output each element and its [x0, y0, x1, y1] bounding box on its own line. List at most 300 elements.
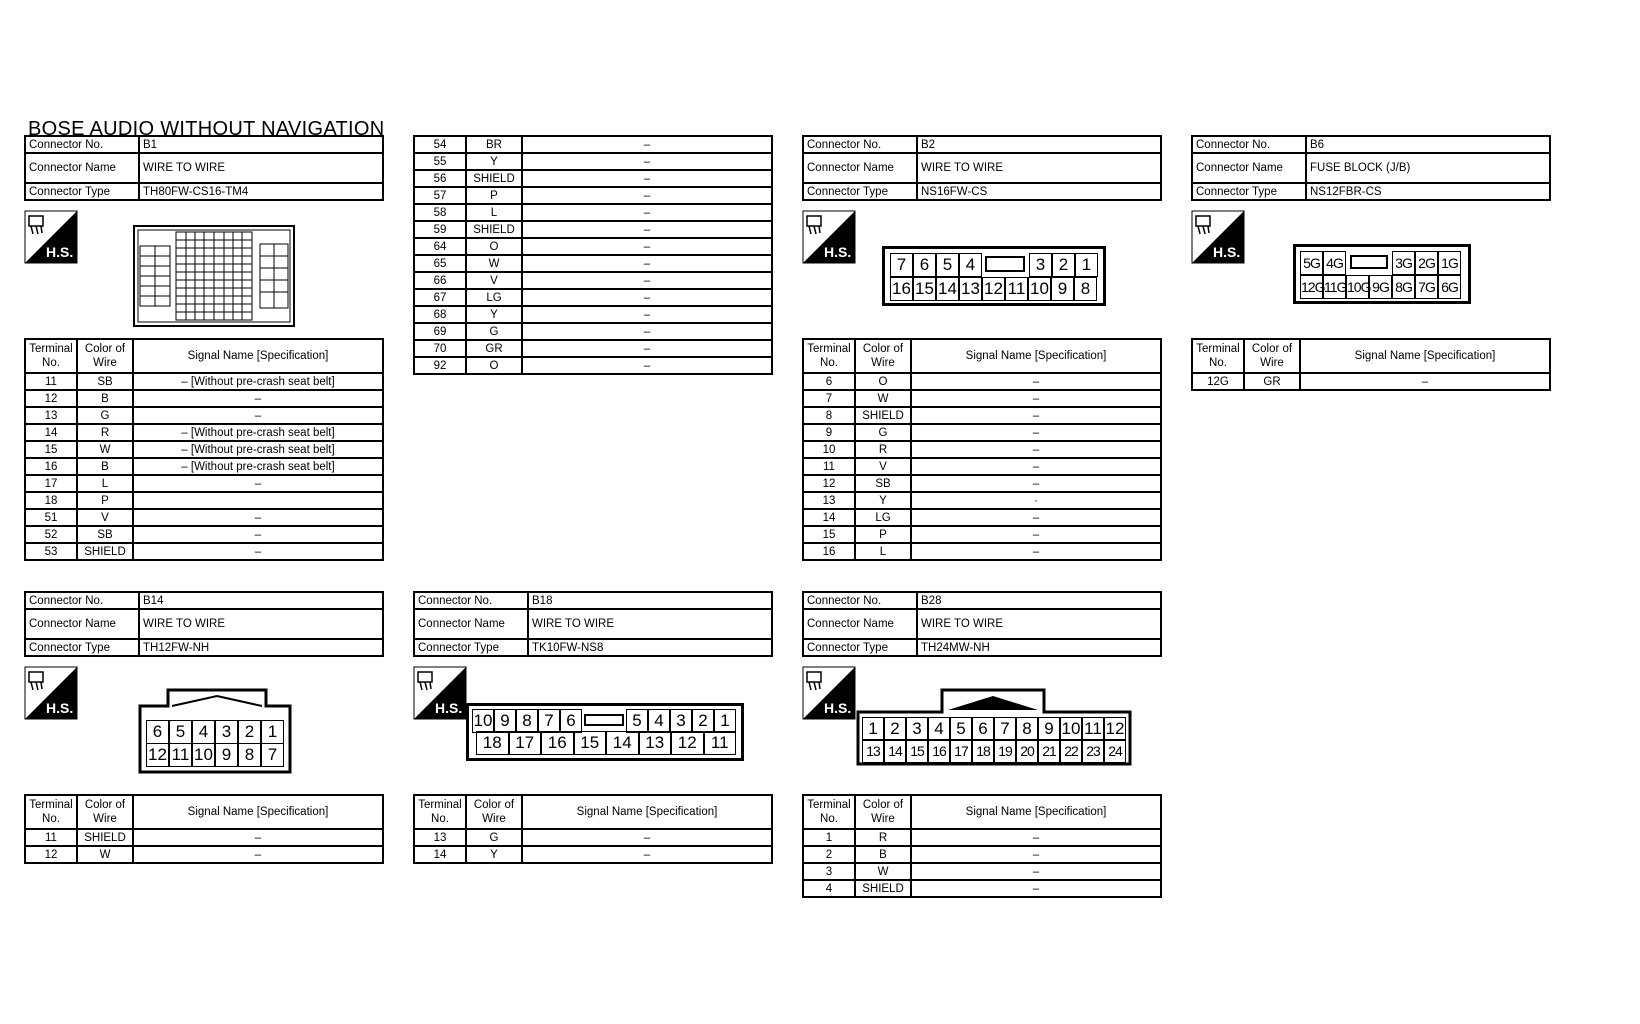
terminal-no-cell: 7: [803, 390, 855, 407]
connector-pin: 7G: [1415, 275, 1438, 299]
signal-name-cell: –: [522, 204, 772, 221]
wire-color-cell: LG: [855, 509, 911, 526]
signal-name-cell: –: [522, 221, 772, 238]
connector-pin: 5: [626, 709, 648, 733]
connector-b28-bottom-pins: [862, 739, 1126, 763]
terminal-table-b1-continued: [413, 135, 773, 375]
connector-no-label: Connector No.: [25, 592, 139, 609]
connector-pin: 14: [884, 739, 906, 763]
connector-pin: 3: [670, 709, 692, 733]
connector-pin: 13: [639, 731, 672, 755]
connector-no-value: B2: [917, 136, 1161, 153]
connector-pin: 5: [169, 720, 192, 744]
wire-color-cell: LG: [466, 289, 522, 306]
svg-text:H.S.: H.S.: [46, 700, 74, 716]
signal-name-cell: –: [911, 458, 1161, 475]
connector-pin: 10: [1060, 717, 1082, 741]
svg-text:H.S.: H.S.: [824, 700, 852, 716]
hs-icon: [802, 210, 856, 264]
table-row: [25, 458, 383, 475]
terminal-no-cell: 70: [414, 340, 466, 357]
table-row: [803, 829, 1161, 846]
page-title: BOSE AUDIO WITHOUT NAVIGATION: [28, 118, 385, 140]
svg-text:H.S.: H.S.: [435, 700, 463, 716]
connector-pin: 12G: [1300, 275, 1323, 299]
table-row: [414, 846, 772, 863]
connector-pin: 16: [928, 739, 950, 763]
signal-name-cell: –: [133, 475, 383, 492]
connector-pin: 18: [476, 731, 509, 755]
table-row: [25, 846, 383, 863]
connector-pin: 11: [1005, 277, 1028, 301]
connector-type-value: NS16FW-CS: [917, 183, 1161, 200]
signal-name-cell: –: [522, 340, 772, 357]
svg-text:H.S.: H.S.: [824, 244, 852, 260]
wire-color-cell: G: [855, 424, 911, 441]
signal-name-cell: –: [133, 407, 383, 424]
connector-no-value: B18: [528, 592, 772, 609]
signal-name-cell: [133, 492, 383, 509]
terminal-no-cell: 59: [414, 221, 466, 238]
connector-pin: 14: [936, 277, 959, 301]
connector-pin: 6: [146, 720, 169, 744]
connector-b28-top-pins: [862, 717, 1126, 741]
table-row: [414, 221, 772, 238]
connector-name-label: Connector Name: [803, 609, 917, 639]
table-row: [25, 424, 383, 441]
connector-pin: 2: [1052, 253, 1075, 277]
terminal-no-cell: 4: [803, 880, 855, 897]
connector-pin: 21: [1038, 739, 1060, 763]
terminal-no-cell: 2: [803, 846, 855, 863]
terminal-no-cell: 12: [25, 390, 77, 407]
connector-pin: 18: [972, 739, 994, 763]
signal-name-cell: –: [522, 187, 772, 204]
connector-pin: 15: [574, 731, 607, 755]
terminal-no-header: Terminal No.: [1192, 339, 1244, 373]
signal-name-cell: –: [911, 390, 1161, 407]
connector-pin: 17: [950, 739, 972, 763]
signal-name-header: Signal Name [Specification]: [1300, 339, 1550, 373]
connector-pin: 11: [1082, 717, 1104, 741]
table-row: [25, 509, 383, 526]
connector-b18-top-pins-left: [472, 709, 582, 733]
connector-b6-bottom-pins: [1300, 275, 1461, 299]
terminal-no-cell: 64: [414, 238, 466, 255]
connector-pin: 8: [1074, 277, 1097, 301]
wire-color-cell: V: [77, 509, 133, 526]
table-row: [803, 492, 1161, 509]
signal-name-cell: –: [522, 289, 772, 306]
wire-color-cell: R: [77, 424, 133, 441]
connector-pin: 12: [146, 743, 169, 767]
terminal-no-cell: 12: [803, 475, 855, 492]
wire-color-cell: Y: [466, 306, 522, 323]
connector-no-label: Connector No.: [414, 592, 528, 609]
hs-label: H.S.: [46, 244, 74, 260]
signal-name-header: Signal Name [Specification]: [133, 339, 383, 373]
terminal-no-cell: 56: [414, 170, 466, 187]
terminal-no-header: Terminal No.: [414, 795, 466, 829]
table-row: [414, 170, 772, 187]
connector-b18-bottom-pins: [476, 731, 736, 755]
connector-b18-top-pins-right: [626, 709, 736, 733]
wire-color-cell: Y: [466, 846, 522, 863]
wire-color-cell: P: [466, 187, 522, 204]
connector-info-b14: [24, 591, 384, 657]
connector-pin: 8: [516, 709, 538, 733]
connector-name-value: WIRE TO WIRE: [139, 609, 383, 639]
table-row: [803, 526, 1161, 543]
table-row: [414, 323, 772, 340]
connector-pin: 11G: [1323, 275, 1346, 299]
table-row: [803, 458, 1161, 475]
color-of-wire-header: Color of Wire: [77, 795, 133, 829]
color-of-wire-header: Color of Wire: [855, 795, 911, 829]
connector-pin: 1: [862, 717, 884, 741]
terminal-table-b28: [802, 794, 1162, 898]
signal-name-cell: –: [911, 373, 1161, 390]
wire-color-cell: B: [77, 458, 133, 475]
connector-type-label: Connector Type: [803, 639, 917, 656]
wire-color-cell: SHIELD: [77, 829, 133, 846]
table-row: [803, 863, 1161, 880]
connector-pin: 4G: [1323, 251, 1346, 275]
terminal-no-cell: 3: [803, 863, 855, 880]
signal-name-cell: –: [911, 863, 1161, 880]
connector-pin: 5: [936, 253, 959, 277]
connector-b6-top-pins-right: [1392, 251, 1461, 275]
signal-name-cell: –: [522, 357, 772, 374]
table-row: [803, 373, 1161, 390]
wire-color-cell: L: [855, 543, 911, 560]
wire-color-cell: Y: [855, 492, 911, 509]
hs-icon: [413, 666, 467, 720]
wire-color-cell: R: [855, 829, 911, 846]
hs-icon: [1191, 210, 1245, 264]
connector-pin: 12: [671, 731, 704, 755]
connector-pin: 8: [1016, 717, 1038, 741]
connector-pin: 9G: [1369, 275, 1392, 299]
terminal-no-cell: 55: [414, 153, 466, 170]
connector-no-value: B1: [139, 136, 383, 153]
table-row: [414, 306, 772, 323]
connector-pin: 14: [606, 731, 639, 755]
connector-name-label: Connector Name: [803, 153, 917, 183]
signal-name-cell: –: [522, 170, 772, 187]
signal-name-cell: –: [911, 407, 1161, 424]
connector-info-b28: [802, 591, 1162, 657]
signal-name-cell: –: [911, 846, 1161, 863]
terminal-no-cell: 18: [25, 492, 77, 509]
color-of-wire-header: Color of Wire: [1244, 339, 1300, 373]
wire-color-cell: G: [77, 407, 133, 424]
terminal-no-cell: 12G: [1192, 373, 1244, 390]
connector-pin: 16: [541, 731, 574, 755]
wire-color-cell: O: [466, 238, 522, 255]
wire-color-cell: SHIELD: [855, 407, 911, 424]
connector-b2-top-pins-left: [890, 253, 982, 277]
connector-pin: 9: [494, 709, 516, 733]
table-row: [414, 204, 772, 221]
connector-pin: 24: [1104, 739, 1126, 763]
connector-type-label: Connector Type: [803, 183, 917, 200]
terminal-no-cell: 92: [414, 357, 466, 374]
terminal-table-b1: [24, 338, 384, 561]
table-row: [414, 136, 772, 153]
terminal-no-cell: 9: [803, 424, 855, 441]
terminal-table-b18: [413, 794, 773, 864]
terminal-no-cell: 11: [25, 373, 77, 390]
terminal-no-cell: 68: [414, 306, 466, 323]
signal-name-cell: –: [522, 272, 772, 289]
terminal-table-b14: [24, 794, 384, 864]
connector-b2-bottom-pins: [890, 277, 1097, 301]
table-row: [1192, 373, 1550, 390]
table-row: [803, 407, 1161, 424]
connector-pin: 3: [215, 720, 238, 744]
connector-pin: 1G: [1438, 251, 1461, 275]
wire-color-cell: R: [855, 441, 911, 458]
table-row: [803, 509, 1161, 526]
terminal-no-cell: 13: [25, 407, 77, 424]
terminal-no-cell: 65: [414, 255, 466, 272]
terminal-no-cell: 11: [803, 458, 855, 475]
wire-color-cell: BR: [466, 136, 522, 153]
connector-b14-top-pins: [146, 720, 284, 744]
signal-name-cell: ·: [911, 492, 1161, 509]
wire-color-cell: G: [466, 829, 522, 846]
terminal-rows-b18: [414, 829, 772, 863]
wire-color-cell: GR: [1244, 373, 1300, 390]
terminal-rows-b1: [25, 373, 383, 560]
connector-no-value: B6: [1306, 136, 1550, 153]
table-row: [414, 153, 772, 170]
connector-pin: 7: [890, 253, 913, 277]
connector-no-label: Connector No.: [1192, 136, 1306, 153]
hs-icon: [802, 666, 856, 720]
wire-color-cell: L: [77, 475, 133, 492]
wire-color-cell: B: [855, 846, 911, 863]
connector-pin: 1: [261, 720, 284, 744]
wire-color-cell: W: [466, 255, 522, 272]
terminal-no-header: Terminal No.: [25, 795, 77, 829]
terminal-no-cell: 13: [803, 492, 855, 509]
wire-color-cell: V: [855, 458, 911, 475]
connector-pin: 6: [972, 717, 994, 741]
connector-pin: 11: [169, 743, 192, 767]
terminal-no-cell: 54: [414, 136, 466, 153]
signal-name-cell: –: [911, 424, 1161, 441]
signal-name-cell: –: [133, 829, 383, 846]
table-row: [25, 441, 383, 458]
terminal-no-cell: 6: [803, 373, 855, 390]
terminal-rows-b14: [25, 829, 383, 863]
wire-color-cell: O: [466, 357, 522, 374]
connector-pin: 17: [509, 731, 542, 755]
signal-name-cell: – [Without pre-crash seat belt]: [133, 458, 383, 475]
connector-pin: 13: [862, 739, 884, 763]
terminal-table-b2: [802, 338, 1162, 561]
terminal-no-cell: 11: [25, 829, 77, 846]
terminal-no-cell: 52: [25, 526, 77, 543]
color-of-wire-header: Color of Wire: [466, 795, 522, 829]
connector-type-value: TK10FW-NS8: [528, 639, 772, 656]
table-row: [25, 475, 383, 492]
connector-info-b6: [1191, 135, 1551, 201]
signal-name-header: Signal Name [Specification]: [133, 795, 383, 829]
signal-name-cell: –: [911, 441, 1161, 458]
signal-name-header: Signal Name [Specification]: [522, 795, 772, 829]
connector-pin: 7: [538, 709, 560, 733]
connector-pin: 7: [994, 717, 1016, 741]
connector-pin: 16: [890, 277, 913, 301]
wire-color-cell: O: [855, 373, 911, 390]
terminal-no-cell: 15: [803, 526, 855, 543]
connector-pin: 10: [192, 743, 215, 767]
wire-color-cell: P: [855, 526, 911, 543]
connector-info-b18: [413, 591, 773, 657]
terminal-no-cell: 66: [414, 272, 466, 289]
connector-name-label: Connector Name: [1192, 153, 1306, 183]
table-row: [25, 407, 383, 424]
signal-name-cell: –: [522, 255, 772, 272]
connector-type-label: Connector Type: [1192, 183, 1306, 200]
connector-pin: 7: [261, 743, 284, 767]
terminal-no-cell: 14: [25, 424, 77, 441]
signal-name-cell: –: [522, 846, 772, 863]
terminal-no-header: Terminal No.: [803, 795, 855, 829]
signal-name-header: Signal Name [Specification]: [911, 339, 1161, 373]
connector-pin: 15: [913, 277, 936, 301]
signal-name-cell: –: [522, 238, 772, 255]
terminal-no-cell: 67: [414, 289, 466, 306]
connector-name-label: Connector Name: [414, 609, 528, 639]
connector-no-label: Connector No.: [25, 136, 139, 153]
connector-no-value: B14: [139, 592, 383, 609]
connector-b2-top-pins-right: [1029, 253, 1098, 277]
terminal-rows-b1-continued: [414, 136, 772, 374]
connector-name-value: WIRE TO WIRE: [528, 609, 772, 639]
wire-color-cell: G: [466, 323, 522, 340]
signal-name-cell: –: [911, 475, 1161, 492]
connector-type-value: TH24MW-NH: [917, 639, 1161, 656]
connector-pin: 20: [1016, 739, 1038, 763]
terminal-no-cell: 8: [803, 407, 855, 424]
table-row: [414, 289, 772, 306]
wire-color-cell: SHIELD: [77, 543, 133, 560]
terminal-no-cell: 58: [414, 204, 466, 221]
wire-color-cell: Y: [466, 153, 522, 170]
table-row: [803, 475, 1161, 492]
connector-name-label: Connector Name: [25, 153, 139, 183]
connector-pin: 4: [928, 717, 950, 741]
signal-name-cell: – [Without pre-crash seat belt]: [133, 441, 383, 458]
connector-info-b2: [802, 135, 1162, 201]
connector-pin: 5G: [1300, 251, 1323, 275]
connector-b6-latch: [1350, 255, 1388, 269]
table-row: [414, 255, 772, 272]
signal-name-cell: –: [911, 509, 1161, 526]
table-row: [803, 846, 1161, 863]
table-row: [803, 390, 1161, 407]
connector-pin: 8G: [1392, 275, 1415, 299]
connector-no-label: Connector No.: [803, 136, 917, 153]
connector-pin: 4: [959, 253, 982, 277]
wire-color-cell: W: [77, 846, 133, 863]
connector-pin: 13: [959, 277, 982, 301]
signal-name-cell: –: [911, 829, 1161, 846]
svg-text:H.S.: H.S.: [1213, 244, 1241, 260]
terminal-no-cell: 13: [414, 829, 466, 846]
signal-name-cell: –: [522, 323, 772, 340]
terminal-no-cell: 14: [803, 509, 855, 526]
terminal-no-cell: 57: [414, 187, 466, 204]
connector-pin: 10: [1028, 277, 1051, 301]
wire-color-cell: W: [77, 441, 133, 458]
connector-pin: 2: [884, 717, 906, 741]
table-row: [803, 441, 1161, 458]
connector-pin: 2: [238, 720, 261, 744]
table-row: [25, 526, 383, 543]
terminal-rows-b2: [803, 373, 1161, 560]
connector-no-value: B28: [917, 592, 1161, 609]
table-row: [414, 357, 772, 374]
signal-name-cell: – [Without pre-crash seat belt]: [133, 424, 383, 441]
terminal-no-cell: 16: [803, 543, 855, 560]
wire-color-cell: P: [77, 492, 133, 509]
signal-name-cell: –: [522, 829, 772, 846]
connector-pin: 6: [560, 709, 582, 733]
connector-pin: 3: [1029, 253, 1052, 277]
signal-name-cell: –: [1300, 373, 1550, 390]
connector-name-value: WIRE TO WIRE: [917, 609, 1161, 639]
terminal-table-b6: [1191, 338, 1551, 391]
connector-type-label: Connector Type: [25, 183, 139, 200]
connector-pin: 9: [1051, 277, 1074, 301]
table-row: [803, 424, 1161, 441]
table-row: [414, 340, 772, 357]
connector-type-label: Connector Type: [25, 639, 139, 656]
connector-name-value: WIRE TO WIRE: [917, 153, 1161, 183]
terminal-rows-b6: [1192, 373, 1550, 390]
table-row: [414, 272, 772, 289]
connector-pin: 23: [1082, 739, 1104, 763]
connector-pin: 6: [913, 253, 936, 277]
signal-name-cell: –: [133, 543, 383, 560]
connector-type-value: TH12FW-NH: [139, 639, 383, 656]
connector-name-label: Connector Name: [25, 609, 139, 639]
table-row: [803, 880, 1161, 897]
signal-name-cell: –: [133, 846, 383, 863]
connector-pin: 15: [906, 739, 928, 763]
connector-pin: 10: [472, 709, 494, 733]
connector-pin: 4: [192, 720, 215, 744]
hs-icon: [24, 666, 78, 720]
terminal-no-header: Terminal No.: [803, 339, 855, 373]
table-row: [803, 543, 1161, 560]
terminal-no-cell: 15: [25, 441, 77, 458]
signal-name-cell: – [Without pre-crash seat belt]: [133, 373, 383, 390]
connector-type-label: Connector Type: [414, 639, 528, 656]
terminal-no-cell: 10: [803, 441, 855, 458]
signal-name-cell: –: [522, 153, 772, 170]
connector-pin: 3G: [1392, 251, 1415, 275]
wire-color-cell: SB: [855, 475, 911, 492]
signal-name-cell: –: [133, 526, 383, 543]
connector-name-value: FUSE BLOCK (J/B): [1306, 153, 1550, 183]
connector-b1-face-icon: [132, 224, 296, 328]
